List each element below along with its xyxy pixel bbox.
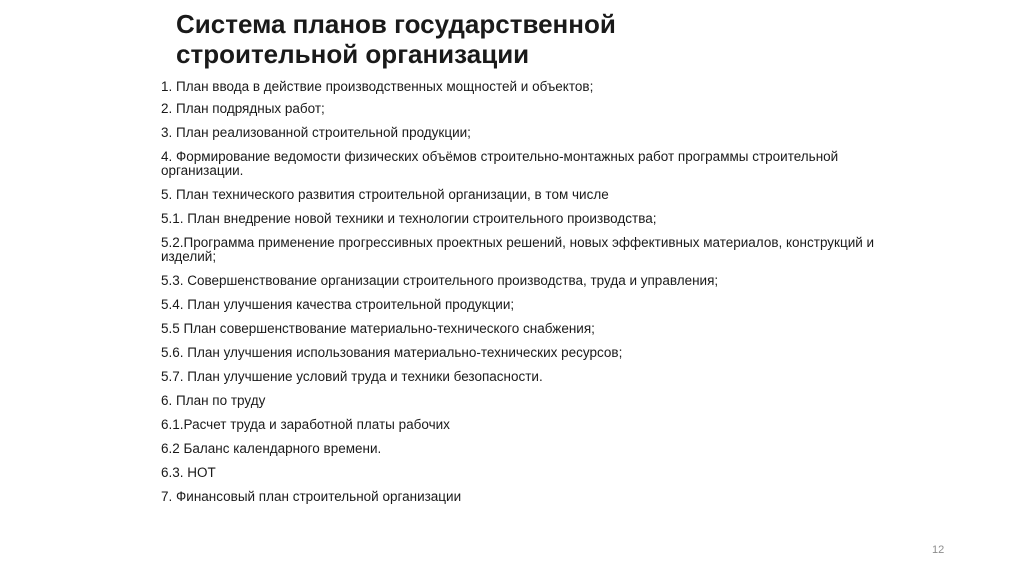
list-item: 6.3. НОТ: [161, 465, 216, 480]
list-item: 5.3. Совершенствование организации строительного производства, труда и управления;: [161, 273, 719, 288]
list-item: 5.2.Программа применение прогрессивных проектных решений, новых эффективных материалов, конструкций и изделий;: [161, 235, 875, 264]
plan-list: [161, 80, 901, 514]
list-item: 5.7. План улучшение условий труда и техники безопасности.: [161, 369, 543, 384]
list-item: 5.6. План улучшения использования материально-технических ресурсов;: [161, 345, 623, 360]
list-item: 5.1. План внедрение новой техники и технологии строительного производства;: [161, 211, 657, 226]
slide-title-line-1: Система планов государственной: [176, 9, 616, 39]
list-item: 5.5 План совершенствование материально-технического снабжения;: [161, 321, 595, 336]
list-item: 6.2 Баланс календарного времени.: [161, 441, 382, 456]
list-item: 1. План ввода в действие производственных мощностей и объектов;: [161, 79, 594, 94]
list-item: 2. План подрядных работ;: [161, 101, 325, 116]
slide-title: [176, 9, 816, 69]
list-item: 3. План реализованной строительной продукции;: [161, 125, 471, 140]
page-number: 12: [932, 544, 945, 556]
list-item: 7. Финансовый план строительной организации: [161, 489, 462, 504]
list-item: 5. План технического развития строительной организации, в том числе: [161, 187, 609, 202]
list-item: 6. План по труду: [161, 393, 266, 408]
slide-title-line-2: строительной организации: [176, 39, 530, 69]
list-item: 4. Формирование ведомости физических объёмов строительно-монтажных работ программы строительной организации.: [161, 149, 839, 178]
list-item: 5.4. План улучшения качества строительной продукции;: [161, 297, 515, 312]
list-item: 6.1.Расчет труда и заработной платы рабочих: [161, 417, 450, 432]
